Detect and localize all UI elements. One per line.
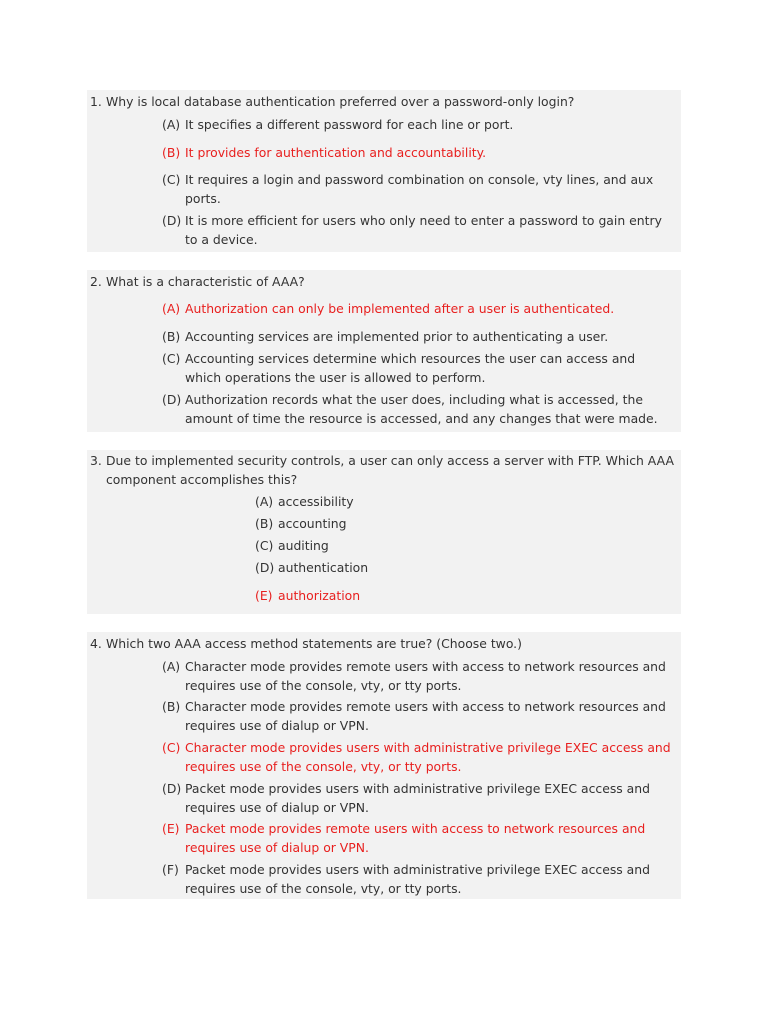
- option-d: (D) It is more efficient for users who only need to enter a password to gain entry to a device.: [162, 213, 662, 247]
- question-text: 2. What is a characteristic of AAA?: [90, 273, 691, 292]
- option-c: (C) It requires a login and password combination on console, vty lines, and aux ports.: [162, 172, 654, 206]
- option-b: (B) accounting: [255, 516, 347, 531]
- option-e-correct: (E) authorization: [255, 588, 361, 603]
- option-f: (F) Packet mode provides users with administrative privilege EXEC access and requires use of the console, vty, or tty ports.: [162, 862, 650, 896]
- option-a: (A) accessibility: [255, 494, 354, 509]
- option-e-correct: (E) Packet mode provides remote users with access to network resources and requires use of dialup or VPN.: [162, 821, 646, 855]
- option-a: (A) Character mode provides remote users with access to network resources and requires use of the console, vty, or tty ports.: [162, 659, 666, 693]
- option-c-correct: (C) Character mode provides users with administrative privilege EXEC access and requires use of the console, vty, or tty ports.: [162, 740, 671, 774]
- option-a-correct: (A) Authorization can only be implemented after a user is authenticated.: [162, 301, 615, 316]
- question-block-4: [87, 632, 681, 899]
- option-d: (D) Packet mode provides users with administrative privilege EXEC access and requires use of dialup or VPN.: [162, 781, 650, 815]
- question-text: 4. Which two AAA access method statements are true? (Choose two.): [90, 635, 691, 654]
- question-number: 4.: [90, 636, 102, 651]
- question-block-3: [87, 450, 681, 614]
- question-block-1: [87, 90, 681, 252]
- question-block-2: [87, 270, 681, 432]
- question-number: 1.: [90, 94, 102, 109]
- option-b: (B) Accounting services are implemented prior to authenticating a user.: [162, 329, 609, 344]
- question-number: 2.: [90, 274, 102, 289]
- question-number: 3.: [90, 453, 102, 468]
- option-b: (B) Character mode provides remote users with access to network resources and requires use of dialup or VPN.: [162, 699, 666, 733]
- option-c: (C) Accounting services determine which resources the user can access and which operations the user is allowed to perform.: [162, 351, 636, 385]
- option-a: (A) It specifies a different password for each line or port.: [162, 117, 514, 132]
- option-c: (C) auditing: [255, 538, 329, 553]
- question-text: 1. Why is local database authentication preferred over a password-only login?: [90, 93, 691, 112]
- option-d: (D) Authorization records what the user does, including what is accessed, the amount of time the resource is accessed, and any changes that were made.: [162, 392, 658, 426]
- option-b-correct: (B) It provides for authentication and accountability.: [162, 145, 487, 160]
- option-d: (D) authentication: [255, 560, 369, 575]
- question-text: 3. Due to implemented security controls, a user can only access a server with FTP. Which AAA component accomplishes this?: [90, 453, 674, 487]
